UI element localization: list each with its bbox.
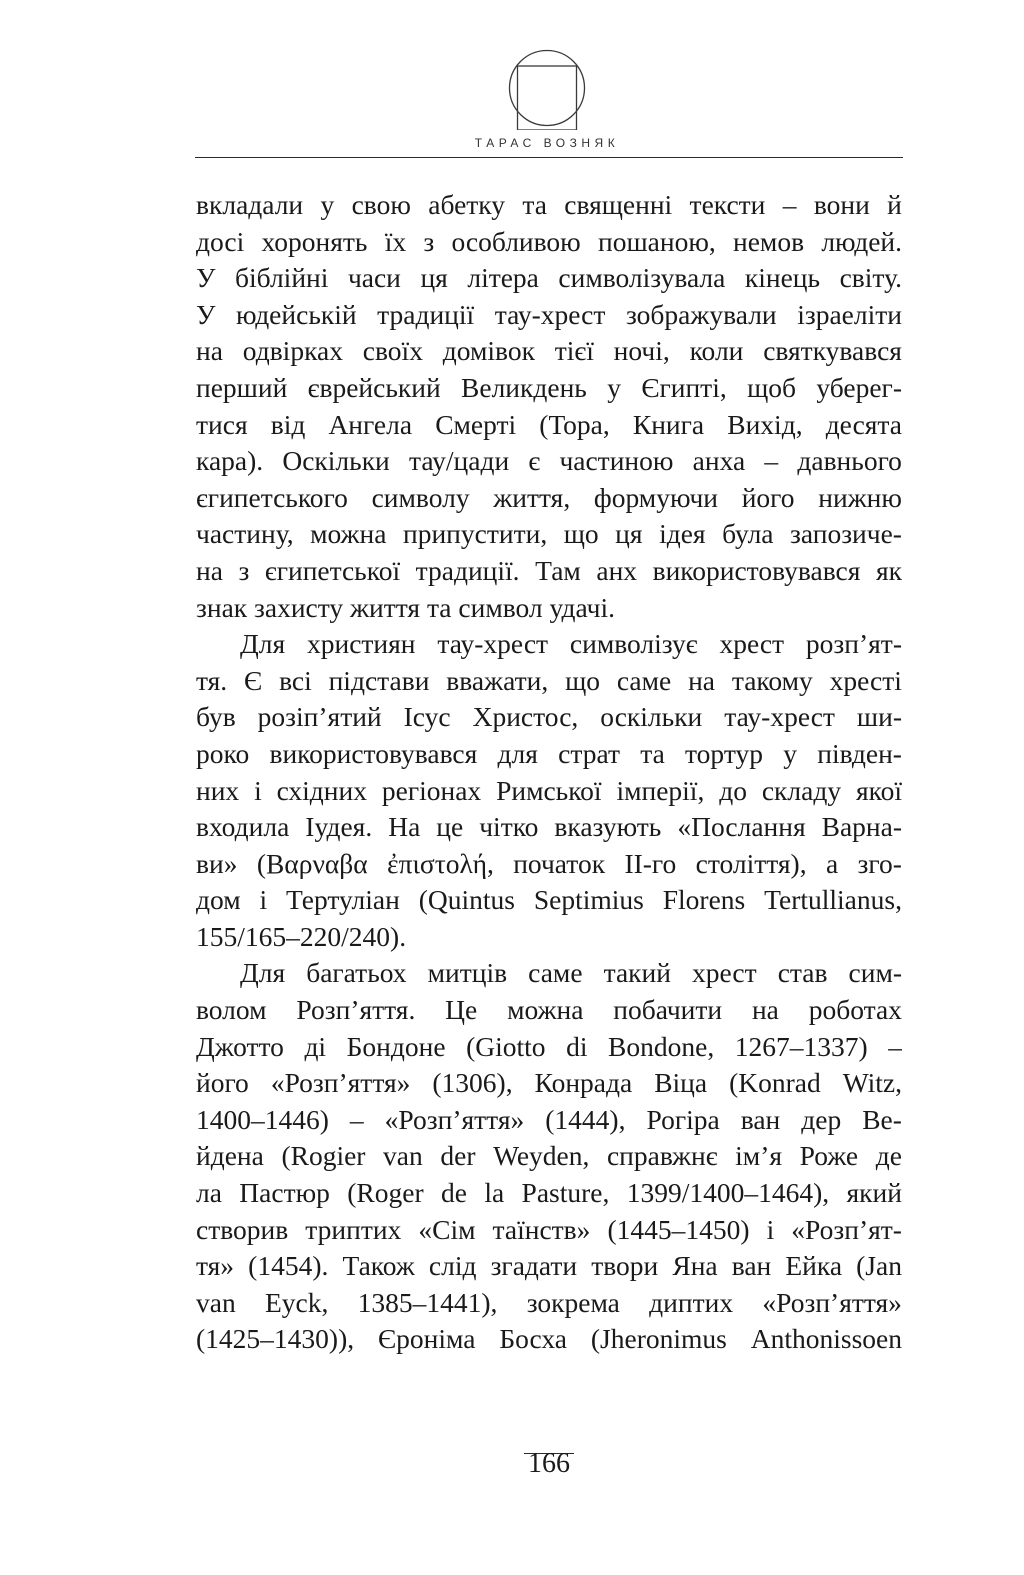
- text-line: тися від Ангела Смерті (Тора, Книга Вихід, десята: [196, 408, 902, 440]
- text-line: van Eyck, 1385–1441), зокрема диптих «Розп’яття»: [196, 1286, 902, 1318]
- text-line: дом і Тертуліан (Quintus Septimius Florens Tertullianus,: [196, 884, 902, 916]
- text-line: єгипетського символу життя, формуючи його нижню: [196, 481, 902, 513]
- text-line: тя» (1454). Також слід згадати твори Яна ван Ейка (Jan: [196, 1250, 902, 1282]
- page-header: [0, 0, 1024, 170]
- text-line: створив триптих «Сім таїнств» (1445–1450) і «Розп’ят-: [196, 1213, 902, 1245]
- text-line: 155/165–220/240).: [196, 920, 407, 952]
- text-line: досі хоронять їх з особливою пошаною, немов людей.: [196, 225, 902, 257]
- text-line: 1400–1446) – «Розп’яття» (1444), Рогіра ван дер Ве-: [196, 1103, 902, 1135]
- text-line: на одвірках своїх домівок тієї ночі, коли святкувався: [196, 335, 902, 367]
- circle-square-emblem-icon: [508, 46, 586, 130]
- body-text: [196, 187, 902, 1358]
- header-rule: [195, 157, 903, 158]
- text-line: Для християн тау-хрест символізує хрест розп’ят-: [240, 628, 902, 660]
- text-line: роко використовувався для страт та тортур у півден-: [196, 737, 902, 769]
- text-line: вкладали у свою абетку та священні тексти – вони й: [196, 189, 902, 220]
- text-line: У біблійні часи ця літера символізувала кінець світу.: [196, 262, 902, 294]
- text-line: ла Пастюр (Roger de la Pasture, 1399/1400–1464), який: [196, 1177, 902, 1209]
- text-line: кара). Оскільки тау/цади є частиною анха – давнього: [196, 445, 902, 477]
- text-line: частину, можна припустити, що ця ідея була запозиче-: [196, 518, 902, 550]
- text-line: ви» (Βαρναβα ἐπιστολή, початок II-го століття), а зго-: [196, 847, 902, 879]
- text-line: них і східних регіонах Римської імперії, до складу якої: [196, 774, 902, 806]
- running-head-author: ТАРАС ВОЗНЯК: [474, 136, 620, 150]
- text-line: волом Розп’яття. Це можна побачити на роботах: [196, 994, 902, 1026]
- text-line: його «Розп’яття» (1306), Конрада Віца (Konrad Witz,: [196, 1067, 902, 1099]
- text-line: тя. Є всі підстави вважати, що саме на такому хресті: [196, 664, 902, 696]
- text-line: У юдейській традиції тау-хрест зображували ізраеліти: [196, 298, 902, 330]
- text-line: (1425–1430)), Єроніма Босха (Jheronimus Anthonissoen: [196, 1323, 902, 1355]
- text-line: йдена (Rogier van der Weyden, справжнє ім’я Роже де: [196, 1140, 902, 1172]
- text-line: Для багатьох митців саме такий хрест став сим-: [240, 957, 902, 989]
- text-line: перший єврейський Великдень у Єгипті, щоб уберег-: [196, 371, 902, 403]
- text-line: на з єгипетської традиції. Там анх використовувався як: [196, 554, 902, 586]
- text-line: знак захисту життя та символ удачі.: [196, 591, 615, 623]
- text-line: Джотто ді Бондоне (Giotto di Bondone, 1267–1337) –: [196, 1030, 902, 1062]
- text-line: був розіп’ятий Ісус Христос, оскільки тау-хрест ши-: [196, 701, 902, 733]
- text-line: входила Іудея. На це чітко вказують «Послання Варна-: [196, 811, 902, 843]
- page-number: 166: [528, 1448, 570, 1479]
